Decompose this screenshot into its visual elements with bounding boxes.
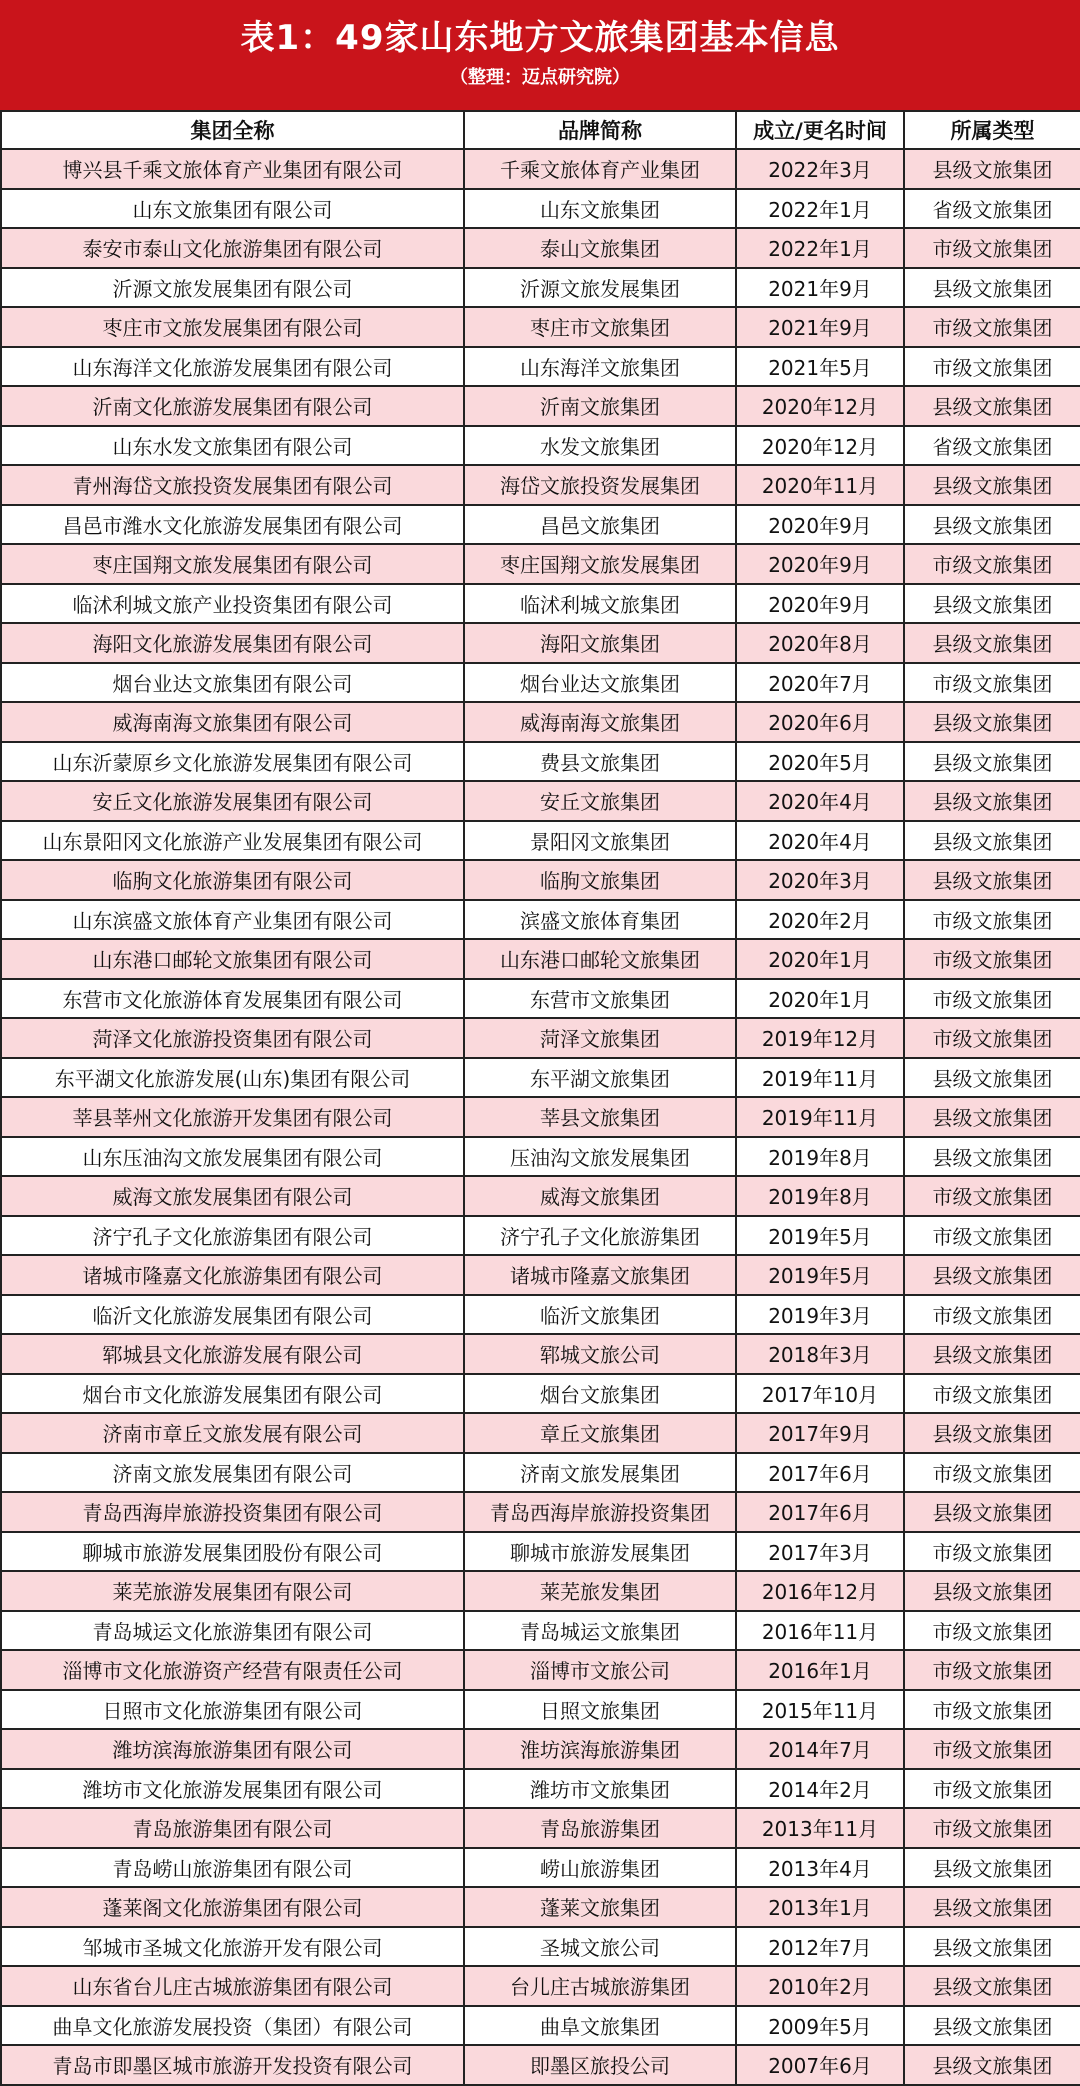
full-name-cell: 潍坊市文化旅游发展集团有限公司 [1,1769,464,1809]
table-row [1,386,1080,426]
date-cell: 2013年1月 [736,1887,904,1927]
table-row [1,1058,1080,1098]
table-row [1,939,1080,979]
full-name-cell: 山东海洋文化旅游发展集团有限公司 [1,347,464,387]
type-cell: 县级文旅集团 [904,1137,1080,1177]
brand-name-cell: 菏泽文旅集团 [464,1018,736,1058]
type-cell: 县级文旅集团 [904,702,1080,742]
table-row [1,307,1080,347]
brand-name-cell: 崂山旅游集团 [464,1848,736,1888]
full-name-cell: 枣庄国翔文旅发展集团有限公司 [1,544,464,584]
type-cell: 县级文旅集团 [904,1097,1080,1137]
full-name-cell: 淄博市文化旅游资产经营有限责任公司 [1,1650,464,1690]
brand-name-cell: 莱芜旅发集团 [464,1571,736,1611]
type-cell: 县级文旅集团 [904,1571,1080,1611]
type-cell: 市级文旅集团 [904,228,1080,268]
table-row [1,1018,1080,1058]
full-name-cell: 临朐文化旅游集团有限公司 [1,860,464,900]
brand-name-cell: 淄博市文旅公司 [464,1650,736,1690]
brand-name-cell: 青岛西海岸旅游投资集团 [464,1492,736,1532]
date-cell: 2020年1月 [736,939,904,979]
table-row [1,1729,1080,1769]
full-name-cell: 山东省台儿庄古城旅游集团有限公司 [1,1966,464,2006]
brand-name-cell: 圣城文旅公司 [464,1927,736,1967]
full-name-cell: 蓬莱阁文化旅游集团有限公司 [1,1887,464,1927]
brand-name-cell: 千乘文旅体育产业集团 [464,149,736,189]
table-row [1,1255,1080,1295]
brand-name-cell: 费县文旅集团 [464,742,736,782]
table-row [1,1927,1080,1967]
table-row [1,584,1080,624]
full-name-cell: 泰安市泰山文化旅游集团有限公司 [1,228,464,268]
date-cell: 2016年11月 [736,1611,904,1651]
table-row [1,465,1080,505]
date-cell: 2019年3月 [736,1295,904,1335]
page-subtitle: （整理：迈点研究院） [450,67,630,88]
brand-name-cell: 青岛旅游集团 [464,1808,736,1848]
brand-name-cell: 景阳冈文旅集团 [464,821,736,861]
brand-name-cell: 台儿庄古城旅游集团 [464,1966,736,2006]
date-cell: 2016年1月 [736,1650,904,1690]
date-cell: 2017年10月 [736,1374,904,1414]
brand-name-cell: 聊城市旅游发展集团 [464,1532,736,1572]
brand-name-cell: 济宁孔子文化旅游集团 [464,1216,736,1256]
date-cell: 2015年11月 [736,1690,904,1730]
full-name-cell: 枣庄市文旅发展集团有限公司 [1,307,464,347]
full-name-cell: 青岛崂山旅游集团有限公司 [1,1848,464,1888]
type-cell: 市级文旅集团 [904,1532,1080,1572]
date-cell: 2020年7月 [736,663,904,703]
table-row [1,821,1080,861]
type-cell: 市级文旅集团 [904,979,1080,1019]
date-cell: 2020年5月 [736,742,904,782]
date-cell: 2014年2月 [736,1769,904,1809]
brand-name-cell: 安丘文旅集团 [464,781,736,821]
type-cell: 县级文旅集团 [904,1848,1080,1888]
table-row [1,979,1080,1019]
table-row [1,623,1080,663]
table-row [1,505,1080,545]
brand-name-cell: 济南文旅发展集团 [464,1453,736,1493]
type-cell: 市级文旅集团 [904,1690,1080,1730]
brand-name-cell: 滨盛文旅体育集团 [464,900,736,940]
full-name-cell: 烟台市文化旅游发展集团有限公司 [1,1374,464,1414]
type-cell: 县级文旅集团 [904,1492,1080,1532]
type-cell: 县级文旅集团 [904,1927,1080,1967]
date-cell: 2020年12月 [736,426,904,466]
full-name-cell: 沂源文旅发展集团有限公司 [1,268,464,308]
table-row [1,1374,1080,1414]
type-cell: 市级文旅集团 [904,347,1080,387]
table-row [1,1097,1080,1137]
type-cell: 县级文旅集团 [904,584,1080,624]
type-cell: 县级文旅集团 [904,1887,1080,1927]
full-name-cell: 临沭利城文旅产业投资集团有限公司 [1,584,464,624]
date-cell: 2022年1月 [736,189,904,229]
date-cell: 2007年6月 [736,2045,904,2085]
full-name-cell: 郓城县文化旅游发展有限公司 [1,1334,464,1374]
brand-name-cell: 沂源文旅发展集团 [464,268,736,308]
type-cell: 县级文旅集团 [904,821,1080,861]
type-cell: 市级文旅集团 [904,1453,1080,1493]
brand-name-cell: 海岱文旅投资发展集团 [464,465,736,505]
date-cell: 2020年9月 [736,544,904,584]
type-cell: 县级文旅集团 [904,505,1080,545]
table-row [1,426,1080,466]
brand-name-cell: 临朐文旅集团 [464,860,736,900]
brand-name-cell: 潍坊市文旅集团 [464,1769,736,1809]
full-name-cell: 济南市章丘文旅发展有限公司 [1,1413,464,1453]
date-cell: 2019年8月 [736,1176,904,1216]
type-cell: 市级文旅集团 [904,1176,1080,1216]
brand-name-cell: 东平湖文旅集团 [464,1058,736,1098]
full-name-cell: 邹城市圣城文化旅游开发有限公司 [1,1927,464,1967]
full-name-cell: 山东港口邮轮文旅集团有限公司 [1,939,464,979]
groups-table [0,110,1080,2086]
table-row [1,2006,1080,2046]
full-name-cell: 山东沂蒙原乡文化旅游发展集团有限公司 [1,742,464,782]
date-cell: 2019年5月 [736,1255,904,1295]
type-cell: 县级文旅集团 [904,268,1080,308]
date-cell: 2020年9月 [736,584,904,624]
date-cell: 2012年7月 [736,1927,904,1967]
type-cell: 市级文旅集团 [904,939,1080,979]
table-row [1,2045,1080,2085]
table-row [1,781,1080,821]
date-cell: 2013年4月 [736,1848,904,1888]
date-cell: 2017年9月 [736,1413,904,1453]
table-row [1,1690,1080,1730]
table-header-banner [0,0,1080,110]
brand-name-cell: 青岛城运文旅集团 [464,1611,736,1651]
type-cell: 市级文旅集团 [904,663,1080,703]
full-name-cell: 济宁孔子文化旅游集团有限公司 [1,1216,464,1256]
brand-name-cell: 诸城市隆嘉文旅集团 [464,1255,736,1295]
type-cell: 县级文旅集团 [904,1255,1080,1295]
date-cell: 2021年5月 [736,347,904,387]
date-cell: 2017年3月 [736,1532,904,1572]
table-row [1,1571,1080,1611]
table-row [1,1532,1080,1572]
brand-name-cell: 莘县文旅集团 [464,1097,736,1137]
brand-name-cell: 郓城文旅公司 [464,1334,736,1374]
column-header-date: 成立/更名时间 [736,111,904,149]
brand-name-cell: 日照文旅集团 [464,1690,736,1730]
type-cell: 市级文旅集团 [904,1018,1080,1058]
full-name-cell: 潍坊滨海旅游集团有限公司 [1,1729,464,1769]
table-row [1,149,1080,189]
brand-name-cell: 水发文旅集团 [464,426,736,466]
full-name-cell: 山东景阳冈文化旅游产业发展集团有限公司 [1,821,464,861]
brand-name-cell: 山东港口邮轮文旅集团 [464,939,736,979]
date-cell: 2017年6月 [736,1492,904,1532]
full-name-cell: 山东压油沟文旅发展集团有限公司 [1,1137,464,1177]
type-cell: 县级文旅集团 [904,149,1080,189]
table-row [1,1769,1080,1809]
brand-name-cell: 临沭利城文旅集团 [464,584,736,624]
type-cell: 县级文旅集团 [904,1966,1080,2006]
date-cell: 2019年11月 [736,1097,904,1137]
type-cell: 市级文旅集团 [904,307,1080,347]
type-cell: 县级文旅集团 [904,781,1080,821]
date-cell: 2021年9月 [736,307,904,347]
page-title: 表1：49家山东地方文旅集团基本信息 [240,18,840,58]
full-name-cell: 日照市文化旅游集团有限公司 [1,1690,464,1730]
table-row [1,1611,1080,1651]
brand-name-cell: 章丘文旅集团 [464,1413,736,1453]
brand-name-cell: 枣庄市文旅集团 [464,307,736,347]
table-row [1,1413,1080,1453]
date-cell: 2019年11月 [736,1058,904,1098]
brand-name-cell: 东营市文旅集团 [464,979,736,1019]
type-cell: 市级文旅集团 [904,1729,1080,1769]
table-row [1,268,1080,308]
date-cell: 2022年3月 [736,149,904,189]
type-cell: 市级文旅集团 [904,1295,1080,1335]
type-cell: 市级文旅集团 [904,1650,1080,1690]
table-row [1,1176,1080,1216]
date-cell: 2020年9月 [736,505,904,545]
full-name-cell: 济南文旅发展集团有限公司 [1,1453,464,1493]
full-name-cell: 海阳文化旅游发展集团有限公司 [1,623,464,663]
full-name-cell: 莱芜旅游发展集团有限公司 [1,1571,464,1611]
date-cell: 2019年8月 [736,1137,904,1177]
table-row [1,1650,1080,1690]
table-row [1,742,1080,782]
table-row [1,1334,1080,1374]
brand-name-cell: 山东文旅集团 [464,189,736,229]
column-header-type: 所属类型 [904,111,1080,149]
table-row [1,900,1080,940]
table-row [1,228,1080,268]
date-cell: 2017年6月 [736,1453,904,1493]
full-name-cell: 诸城市隆嘉文化旅游集团有限公司 [1,1255,464,1295]
table-row [1,663,1080,703]
brand-name-cell: 蓬莱文旅集团 [464,1887,736,1927]
date-cell: 2019年5月 [736,1216,904,1256]
table-row [1,860,1080,900]
date-cell: 2020年1月 [736,979,904,1019]
brand-name-cell: 即墨区旅投公司 [464,2045,736,2085]
brand-name-cell: 山东海洋文旅集团 [464,347,736,387]
table-row [1,544,1080,584]
full-name-cell: 博兴县千乘文旅体育产业集团有限公司 [1,149,464,189]
date-cell: 2020年4月 [736,821,904,861]
type-cell: 县级文旅集团 [904,1334,1080,1374]
full-name-cell: 莘县莘州文化旅游开发集团有限公司 [1,1097,464,1137]
brand-name-cell: 枣庄国翔文旅发展集团 [464,544,736,584]
full-name-cell: 山东文旅集团有限公司 [1,189,464,229]
brand-name-cell: 沂南文旅集团 [464,386,736,426]
type-cell: 县级文旅集团 [904,1058,1080,1098]
type-cell: 市级文旅集团 [904,900,1080,940]
date-cell: 2020年11月 [736,465,904,505]
date-cell: 2009年5月 [736,2006,904,2046]
table-row [1,1808,1080,1848]
full-name-cell: 菏泽文化旅游投资集团有限公司 [1,1018,464,1058]
type-cell: 市级文旅集团 [904,544,1080,584]
full-name-cell: 昌邑市潍水文化旅游发展集团有限公司 [1,505,464,545]
type-cell: 县级文旅集团 [904,623,1080,663]
date-cell: 2020年4月 [736,781,904,821]
type-cell: 县级文旅集团 [904,465,1080,505]
full-name-cell: 青岛西海岸旅游投资集团有限公司 [1,1492,464,1532]
full-name-cell: 东营市文化旅游体育发展集团有限公司 [1,979,464,1019]
brand-name-cell: 昌邑文旅集团 [464,505,736,545]
brand-name-cell: 淮坊滨海旅游集团 [464,1729,736,1769]
full-name-cell: 烟台业达文旅集团有限公司 [1,663,464,703]
brand-name-cell: 泰山文旅集团 [464,228,736,268]
full-name-cell: 青岛旅游集团有限公司 [1,1808,464,1848]
full-name-cell: 安丘文化旅游发展集团有限公司 [1,781,464,821]
date-cell: 2020年3月 [736,860,904,900]
date-cell: 2019年12月 [736,1018,904,1058]
date-cell: 2018年3月 [736,1334,904,1374]
table-row [1,1492,1080,1532]
type-cell: 市级文旅集团 [904,1611,1080,1651]
date-cell: 2014年7月 [736,1729,904,1769]
brand-name-cell: 曲阜文旅集团 [464,2006,736,2046]
brand-name-cell: 临沂文旅集团 [464,1295,736,1335]
date-cell: 2016年12月 [736,1571,904,1611]
table-row [1,1216,1080,1256]
table-row [1,1848,1080,1888]
table-row [1,1966,1080,2006]
date-cell: 2020年8月 [736,623,904,663]
type-cell: 市级文旅集团 [904,1216,1080,1256]
table-row [1,347,1080,387]
table-row [1,1887,1080,1927]
type-cell: 省级文旅集团 [904,189,1080,229]
brand-name-cell: 压油沟文旅发展集团 [464,1137,736,1177]
date-cell: 2010年2月 [736,1966,904,2006]
column-header-full-name: 集团全称 [1,111,464,149]
full-name-cell: 东平湖文化旅游发展(山东)集团有限公司 [1,1058,464,1098]
column-header-brand-name: 品牌简称 [464,111,736,149]
type-cell: 县级文旅集团 [904,1413,1080,1453]
brand-name-cell: 烟台业达文旅集团 [464,663,736,703]
type-cell: 县级文旅集团 [904,860,1080,900]
full-name-cell: 青岛市即墨区城市旅游开发投资有限公司 [1,2045,464,2085]
full-name-cell: 山东水发文旅集团有限公司 [1,426,464,466]
date-cell: 2020年2月 [736,900,904,940]
full-name-cell: 青岛城运文化旅游集团有限公司 [1,1611,464,1651]
type-cell: 市级文旅集团 [904,1374,1080,1414]
date-cell: 2020年6月 [736,702,904,742]
full-name-cell: 威海南海文旅集团有限公司 [1,702,464,742]
table-row [1,702,1080,742]
type-cell: 县级文旅集团 [904,2006,1080,2046]
brand-name-cell: 烟台文旅集团 [464,1374,736,1414]
type-cell: 市级文旅集团 [904,1808,1080,1848]
date-cell: 2020年12月 [736,386,904,426]
table-row [1,1295,1080,1335]
full-name-cell: 聊城市旅游发展集团股份有限公司 [1,1532,464,1572]
table-row [1,1137,1080,1177]
type-cell: 市级文旅集团 [904,1769,1080,1809]
full-name-cell: 青州海岱文旅投资发展集团有限公司 [1,465,464,505]
type-cell: 县级文旅集团 [904,2045,1080,2085]
full-name-cell: 曲阜文化旅游发展投资（集团）有限公司 [1,2006,464,2046]
date-cell: 2022年1月 [736,228,904,268]
brand-name-cell: 威海南海文旅集团 [464,702,736,742]
type-cell: 县级文旅集团 [904,742,1080,782]
full-name-cell: 沂南文化旅游发展集团有限公司 [1,386,464,426]
table-row [1,1453,1080,1493]
type-cell: 省级文旅集团 [904,426,1080,466]
date-cell: 2013年11月 [736,1808,904,1848]
brand-name-cell: 海阳文旅集团 [464,623,736,663]
brand-name-cell: 威海文旅集团 [464,1176,736,1216]
date-cell: 2021年9月 [736,268,904,308]
type-cell: 县级文旅集团 [904,386,1080,426]
table-row [1,189,1080,229]
full-name-cell: 山东滨盛文旅体育产业集团有限公司 [1,900,464,940]
table-header-row [1,111,1080,149]
full-name-cell: 临沂文化旅游发展集团有限公司 [1,1295,464,1335]
full-name-cell: 威海文旅发展集团有限公司 [1,1176,464,1216]
